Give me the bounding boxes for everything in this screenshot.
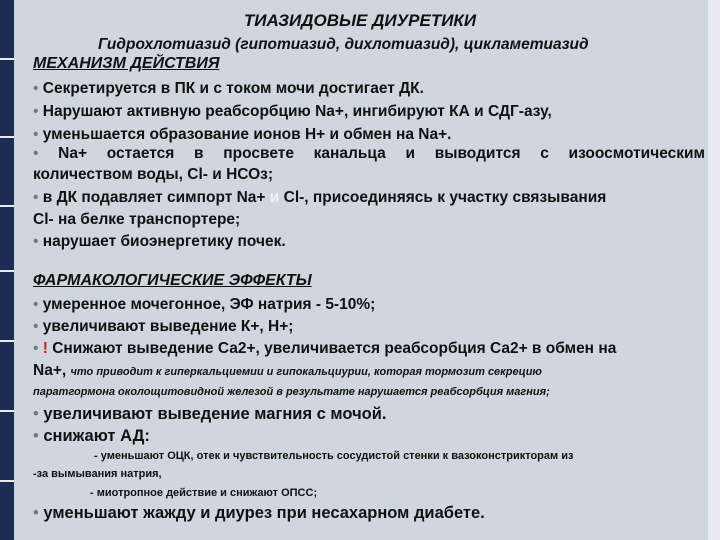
bullet: • [33, 233, 39, 250]
mechanism-item: • нарушает биоэнергетику почек. [33, 233, 286, 250]
mechanism-item: • Нарушают активную реабсорбцию Na+, ингибируют КА и СДГ-азу, [33, 103, 552, 120]
left-decorative-bar [0, 0, 14, 540]
bullet: • [33, 80, 39, 97]
mechanism-item: • Секретируется в ПК и с током мочи достигает ДК. [33, 80, 424, 97]
bullet: • [33, 405, 39, 423]
bullet: • [33, 318, 39, 335]
bar-divider [0, 340, 14, 342]
bar-divider [0, 480, 14, 482]
sub-note: - миотропное действие и снижают ОПСС; [90, 487, 318, 499]
bullet: • [33, 296, 39, 313]
mechanism-heading: МЕХАНИЗМ ДЕЙСТВИЯ [33, 55, 220, 72]
mechanism-item: • в ДК подавляет симпорт Na+ и Cl-, присоединяясь к участку связывания [33, 189, 607, 206]
effects-item: • снижают АД: [33, 427, 150, 445]
bullet: • [33, 126, 39, 143]
bar-divider [0, 410, 14, 412]
effects-item: • увеличивают выведение К+, Н+; [33, 318, 294, 335]
exclamation-mark: ! [42, 340, 48, 357]
mechanism-item: • Na+ остается в просвете канальца и выводится с изоосмотическим [33, 145, 705, 162]
slide-subtitle: Гидрохлотиазид (гипотиазид, дихлотиазид), цикламетиазид [98, 36, 589, 53]
mechanism-item: • уменьшается образование ионов Н+ и обмен на Na+. [33, 126, 452, 143]
slide-title: ТИАЗИДОВЫЕ ДИУРЕТИКИ [243, 11, 477, 30]
effects-item-continued: Na+, что приводит к гиперкальциемии и гипокальциурии, которая тормозит секрецию [33, 362, 542, 379]
bullet: • [33, 189, 39, 206]
bullet: • [33, 504, 39, 522]
sub-note: - уменьшают ОЦК, отек и чувствительность сосудистой стенки к вазоконстрикторам из [94, 450, 574, 462]
effects-item: • умеренное мочегонное, ЭФ натрия - 5-10%; [33, 296, 376, 313]
bullet: • [33, 340, 39, 357]
bullet: • [33, 103, 39, 120]
mechanism-item-continued: количеством воды, Cl- и НСОз; [33, 166, 274, 183]
effects-item: • уменьшают жажду и диурез при несахарном диабете. [33, 504, 485, 522]
effects-item: • ! Снижают выведение Са2+, увеличивается реабсорбция Са2+ в обмен на [33, 340, 617, 357]
right-margin-strip [708, 0, 720, 540]
sub-note: -за вымывания натрия, [33, 468, 162, 480]
bar-divider [0, 205, 14, 207]
conjunction-text: и [269, 189, 280, 206]
effects-heading: ФАРМАКОЛОГИЧЕСКИЕ ЭФФЕКТЫ [33, 272, 312, 289]
footnote-text: паратгормона околощитовидной железой в результате нарушается реабсорбция магния; [33, 386, 550, 398]
bullet: • [33, 427, 39, 445]
mechanism-item-continued: Cl- на белке транспортере; [33, 211, 241, 228]
bar-divider [0, 136, 14, 138]
footnote-text: что приводит к гиперкальциемии и гипокальциурии, которая тормозит секрецию [70, 366, 542, 378]
bullet: • [33, 145, 39, 162]
bar-divider [0, 58, 14, 60]
effects-item: • увеличивают выведение магния с мочой. [33, 405, 387, 423]
bar-divider [0, 270, 14, 272]
